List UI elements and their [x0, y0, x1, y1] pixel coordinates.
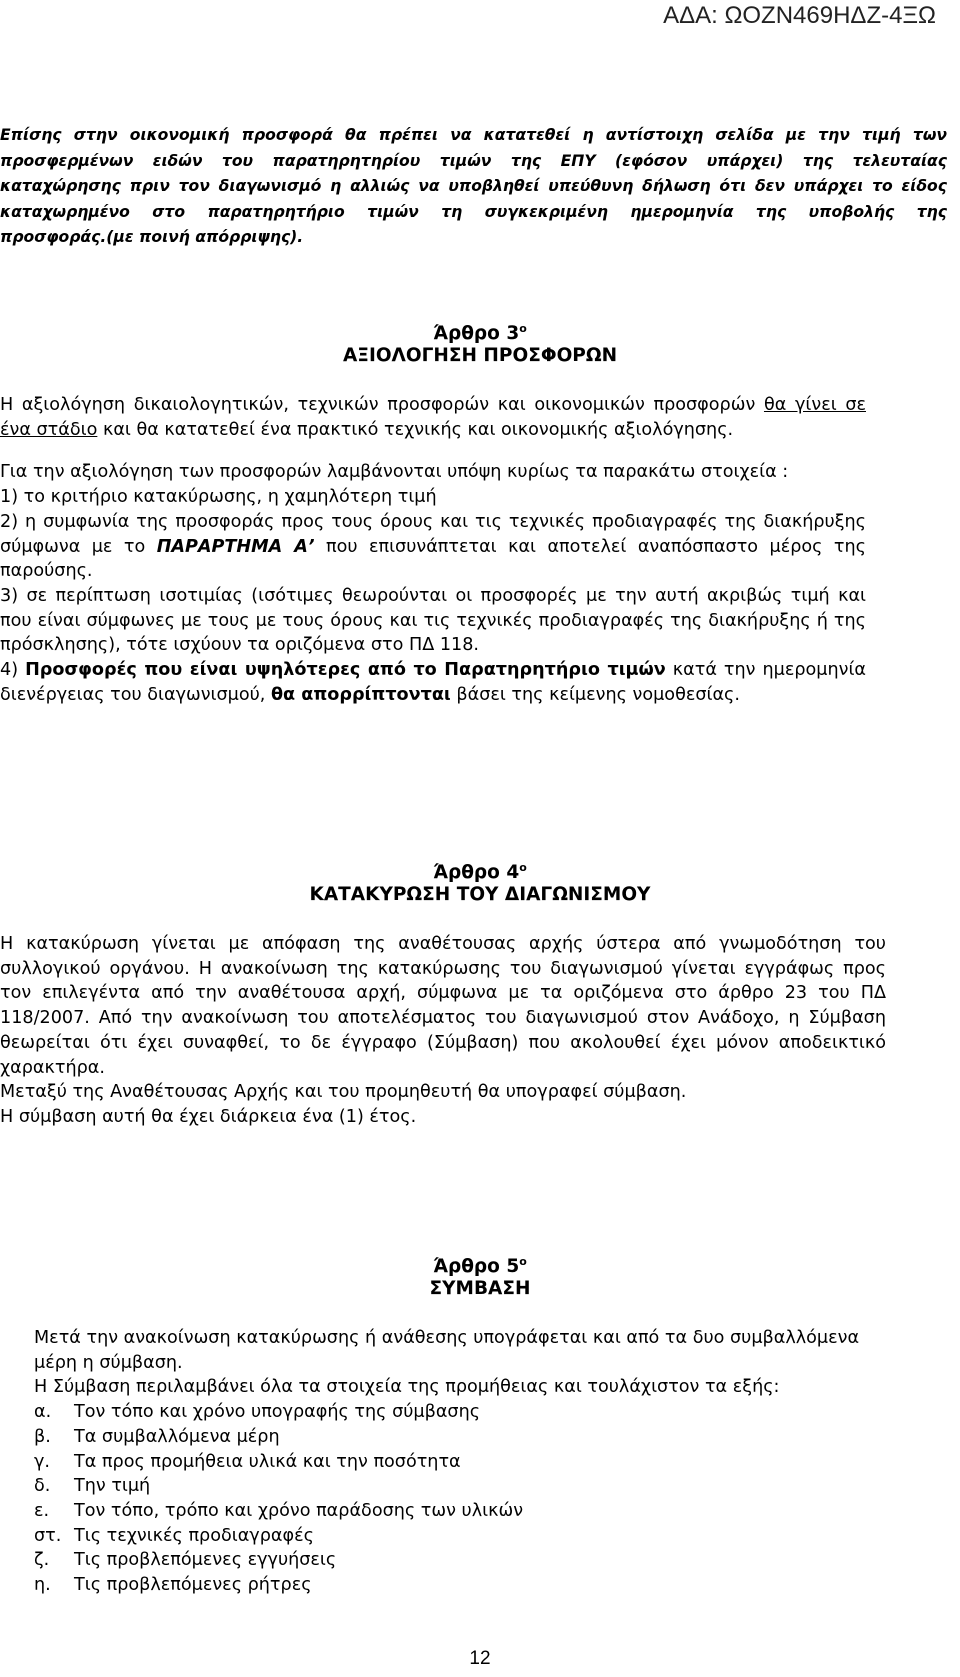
list-marker: η.	[34, 1575, 51, 1596]
intro-line: προσφοράς.(με ποινή απόρριψης).	[0, 228, 304, 246]
article-4-paragraph-3: Η σύμβαση αυτή θα έχει διάρκεια ένα (1) έτος.	[0, 1106, 417, 1127]
article-3-heading	[0, 316, 960, 346]
list-item	[34, 1400, 864, 1425]
ada-code: ΑΔΑ: ΩΟΖΝ469ΗΔΖ-4ΞΩ	[663, 2, 936, 29]
article-3-paragraph-2: Για την αξιολόγηση των προσφορών λαμβάνονται υπόψη κυρίως τα παρακάτω στοιχεία :	[0, 462, 789, 483]
list-item	[34, 1524, 864, 1549]
text-run: 4)	[0, 660, 26, 681]
criterion-1: 1) το κριτήριο κατακύρωσης, η χαμηλότερη τιμή	[0, 487, 437, 508]
annex-reference: ΠΑΡΑΡΤΗΜΑ Α’	[156, 536, 315, 557]
page-number: 12	[469, 1648, 491, 1669]
article-5-heading-text: Άρθρο 5	[433, 1256, 520, 1277]
text-run: και θα κατατεθεί ένα πρακτικό τεχνικής και οικονομικής αξιολόγησης.	[97, 419, 734, 440]
text-run: Η αξιολόγηση δικαιολογητικών, τεχνικών προσφορών και οικονομικών προσφορών	[0, 395, 764, 415]
criterion-3: 3) σε περίπτωση ισοτιμίας (ισότιμες θεωρούνται οι προσφορές με την αυτή ακριβώς τιμή και που είναι σύμφωνες με τους με τους όρους και τις τεχνικές προδιαγραφές της διακήρυξης ή της πρόσκλησης), τότε ισχύουν τα οριζόμενα στο ΠΔ 118.	[0, 585, 866, 656]
article-5-heading	[0, 1249, 960, 1279]
article-3-body	[0, 393, 866, 707]
list-item	[34, 1548, 864, 1573]
text-run: βάσει της κείμενης νομοθεσίας.	[450, 684, 740, 705]
list-item-text: Τον τόπο, τρόπο και χρόνο παράδοσης των υλικών	[74, 1500, 524, 1521]
article-3-subtitle: ΑΞΙΟΛΟΓΗΣΗ ΠΡΟΣΦΟΡΩΝ	[342, 345, 618, 366]
list-item	[34, 1499, 864, 1524]
article-4-subtitle: ΚΑΤΑΚΥΡΩΣΗ ΤΟΥ ΔΙΑΓΩΝΙΣΜΟΥ	[309, 884, 651, 905]
list-item	[34, 1425, 864, 1450]
intro-line: καταχώρησης πριν τον διαγωνισμό η αλλιώς να υποβληθεί υπεύθυνη δήλωση ότι δεν υπάρχει το είδος	[0, 177, 947, 195]
text-run: κατά την ημερομηνία διενέργειας του διαγωνισμού,	[0, 660, 866, 705]
intro-line: προσφερμένων ειδών του παρατηρητηρίου τιμών της ΕΠΥ (εφόσον υπάρχει) της τελευταίας	[0, 151, 947, 170]
list-item-text: Τα προς προμήθεια υλικά και την ποσότητα	[74, 1451, 461, 1472]
article-4-body	[0, 932, 886, 1130]
article-4-heading	[0, 855, 960, 885]
article-5-subtitle: ΣΥΜΒΑΣΗ	[429, 1278, 531, 1299]
intro-line: Επίσης στην οικονομική προσφορά θα πρέπει να κατατεθεί η αντίστοιχη σελίδα με την τιμή των	[0, 126, 947, 144]
list-marker: ζ.	[34, 1550, 50, 1571]
article-4-paragraph-1: Η κατακύρωση γίνεται με απόφαση της αναθέτουσας αρχής ύστερα από γνωμοδότηση του συλλογικού οργάνου. Η ανακοίνωση της κατακύρωσης του διαγωνισμού γίνεται εγγράφως προς τον επιλεγέντα από την αναθέτουσα αρχή, σύμφωνα με τα οριζόμενα στο άρθρο 23 του ΠΔ 118/2007. Από την ανακοίνωση του αποτελέσματος του διαγωνισμού στον Ανάδοχο, η Σύμβαση θεωρείται ότι έχει συναφθεί, το δε έγγραφο (Σύμβαση) που ακολουθεί έχει μόνον αποδεικτικό χαρακτήρα.	[0, 934, 886, 1078]
text-run: 2) η συμφωνία της προσφοράς προς τους όρους και τις τεχνικές προδιαγραφές της διακήρυξης σύμφωνα με το	[0, 511, 866, 557]
list-item-text: Τις προβλεπόμενες εγγυήσεις	[74, 1550, 337, 1571]
list-marker: ε.	[34, 1500, 50, 1521]
list-marker: δ.	[34, 1476, 51, 1497]
article-5-paragraph-2: Η Σύμβαση περιλαμβάνει όλα τα στοιχεία της προμήθειας και τουλάχιστον τα εξής:	[34, 1377, 780, 1398]
list-item	[34, 1450, 864, 1475]
article-4-heading-text: Άρθρο 4	[433, 862, 520, 883]
bold-text: θα απορρίπτονται	[270, 684, 451, 705]
list-item-text: Τον τόπο και χρόνο υπογραφής της σύμβασης	[74, 1402, 481, 1423]
list-item-text: Τις τεχνικές προδιαγραφές	[74, 1525, 314, 1546]
text-run: που επισυνάπτεται και αποτελεί αναπόσπαστο μέρος της παρούσης.	[0, 536, 866, 582]
intro-line: καταχωρημένο στο παρατηρητήριο τιμών τη συγκεκριμένη ημερομηνία της υποβολής της	[0, 202, 947, 221]
article-3-heading-text: Άρθρο 3	[433, 323, 520, 344]
list-marker: β.	[34, 1426, 51, 1447]
article-5-body	[34, 1326, 864, 1598]
list-item-text: Την τιμή	[74, 1476, 151, 1497]
list-item-text: Τα συμβαλλόμενα μέρη	[74, 1426, 280, 1447]
article-5-paragraph-1: Μετά την ανακοίνωση κατακύρωσης ή ανάθεσης υπογράφεται και από τα δυο συμβαλλόμενα μέρη η σύμβαση.	[34, 1328, 860, 1373]
article-5-heading-sup: ο	[519, 1255, 527, 1268]
article-3-heading-sup: ο	[519, 322, 527, 335]
bold-text: Προσφορές που είναι υψηλότερες από το Παρατηρητήριο τιμών	[25, 660, 666, 681]
list-item-text: Τις προβλεπόμενες ρήτρες	[74, 1575, 312, 1596]
article-4-paragraph-2: Μεταξύ της Αναθέτουσας Αρχής και του προμηθευτή θα υπογραφεί σύμβαση.	[0, 1082, 687, 1103]
list-marker: α.	[34, 1402, 52, 1423]
article-4-heading-sup: ο	[519, 861, 527, 874]
intro-paragraph	[0, 123, 947, 251]
criterion-2	[0, 510, 866, 584]
underlined-text: θα γίνει σε ένα στάδιο	[0, 395, 866, 440]
list-marker: γ.	[34, 1451, 51, 1472]
article-3-paragraph-1	[0, 393, 866, 442]
list-marker: στ.	[34, 1525, 62, 1546]
list-item	[34, 1573, 864, 1598]
criterion-4	[0, 658, 866, 707]
list-item	[34, 1474, 864, 1499]
